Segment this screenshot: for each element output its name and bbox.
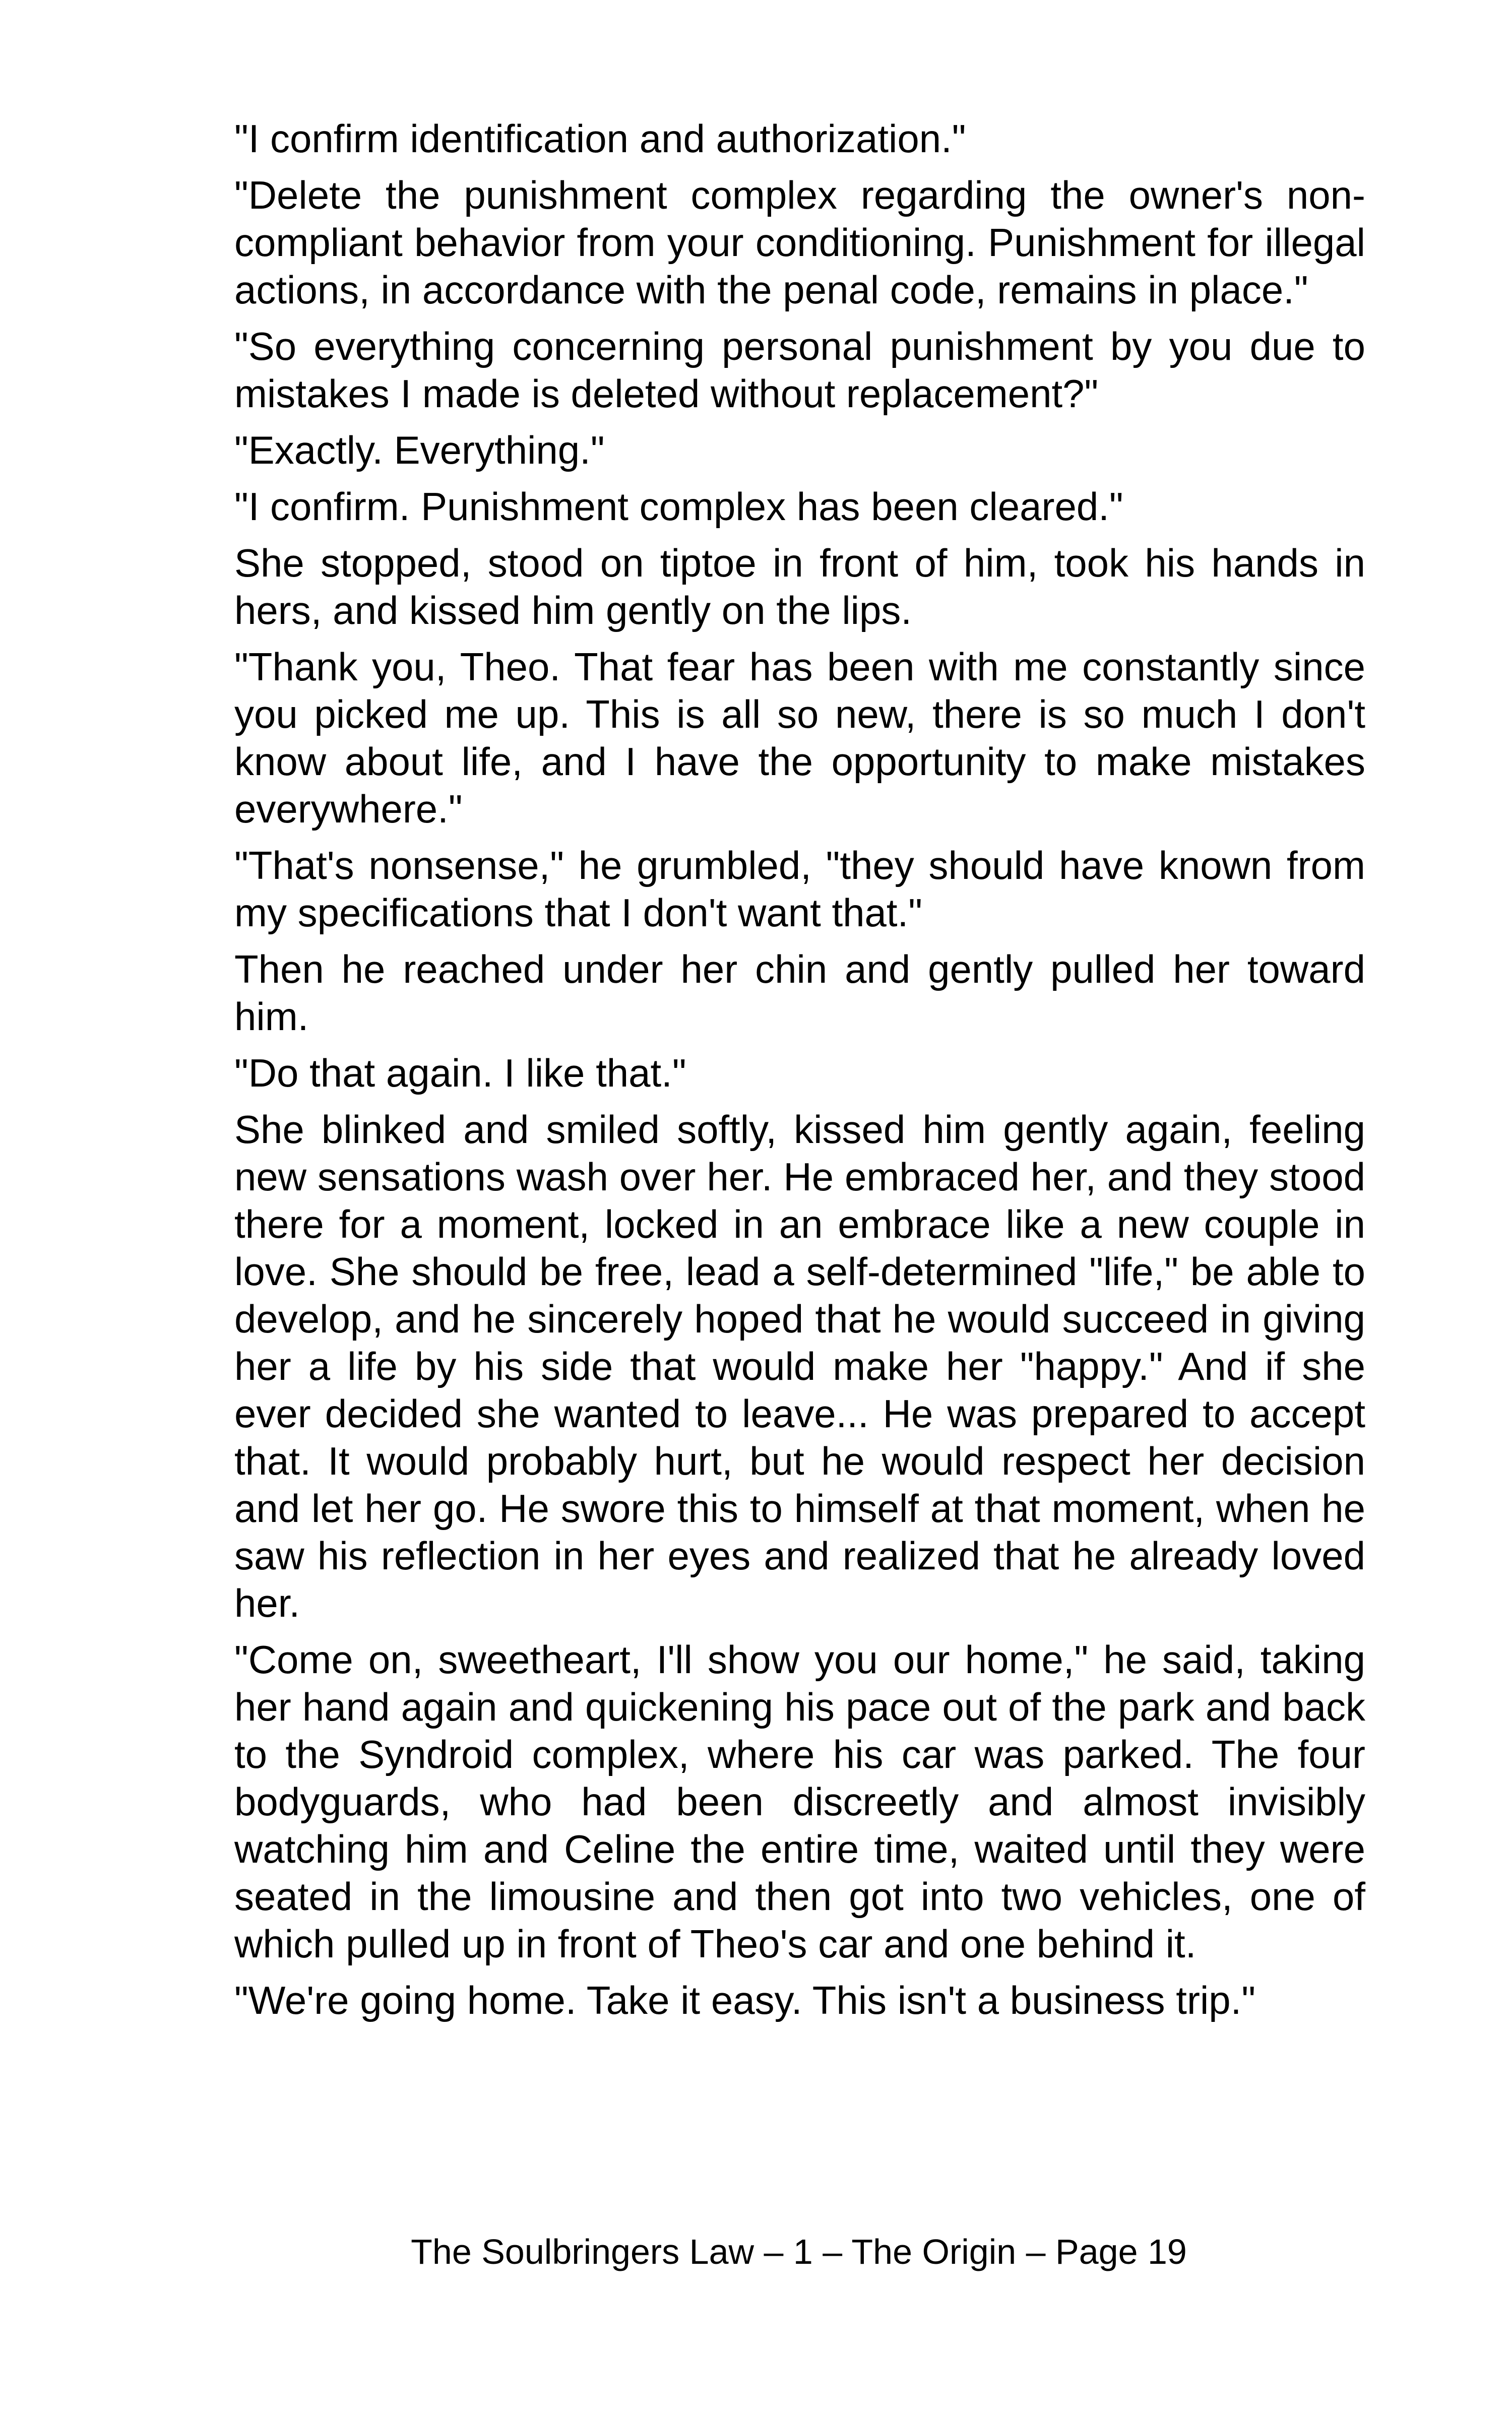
paragraph-5: "I confirm. Punishment complex has been cleared." <box>234 484 1123 529</box>
paragraph-12: "Come on, sweetheart, I'll show you our home," he said, taking her hand again and quickening his pace out of the park and back to the Syndroid complex, where his car was parked. The four bodyguards, who had been discreetly and almost invisibly watching him and Celine the entire time, waited until they were seated in the limousine and then got into two vehicles, one of which pulled up in front of Theo's car and one behind it. <box>234 1637 1365 1966</box>
paragraph-4: "Exactly. Everything." <box>234 428 605 472</box>
paragraph-8: "That's nonsense," he grumbled, "they should have known from my specifications that I don't want that." <box>234 843 1365 935</box>
paragraph-3: "So everything concerning personal punishment by you due to mistakes I made is deleted without replacement?" <box>234 324 1365 416</box>
paragraph-6: She stopped, stood on tiptoe in front of him, took his hands in hers, and kissed him gently on the lips. <box>234 541 1365 632</box>
paragraph-11: She blinked and smiled softly, kissed him gently again, feeling new sensations wash over her. He embraced her, and they stood there for a moment, locked in an embrace like a new couple in love. She should be free, lead a self-determined "life," be able to develop, and he sincerely hoped that he would succeed in giving her a life by his side that would make her "happy." And if she ever decided she wanted to leave... He was prepared to accept that. It would probably hurt, but he would respect her decision and let her go. He swore this to himself at that moment, when he saw his reflection in her eyes and realized that he already loved her. <box>234 1107 1365 1625</box>
paragraph-9: Then he reached under her chin and gently pulled her toward him. <box>234 947 1365 1039</box>
paragraph-13: "We're going home. Take it easy. This isn't a business trip." <box>234 1978 1256 2022</box>
paragraph-10: "Do that again. I like that." <box>234 1051 686 1095</box>
page-body <box>234 115 1365 2033</box>
paragraph-1: "I confirm identification and authorization." <box>234 116 966 161</box>
paragraph-7: "Thank you, Theo. That fear has been with me constantly since you picked me up. This is all so new, there is so much I don't know about life, and I have the opportunity to make mistakes everywhere." <box>234 645 1365 831</box>
page-footer: The Soulbringers Law – 1 – The Origin – Page 19 <box>411 2232 1187 2271</box>
paragraph-2: "Delete the punishment complex regarding the owner's non-compliant behavior from your conditioning. Punishment for illegal actions, in accordance with the penal code, remains in place." <box>234 173 1365 312</box>
